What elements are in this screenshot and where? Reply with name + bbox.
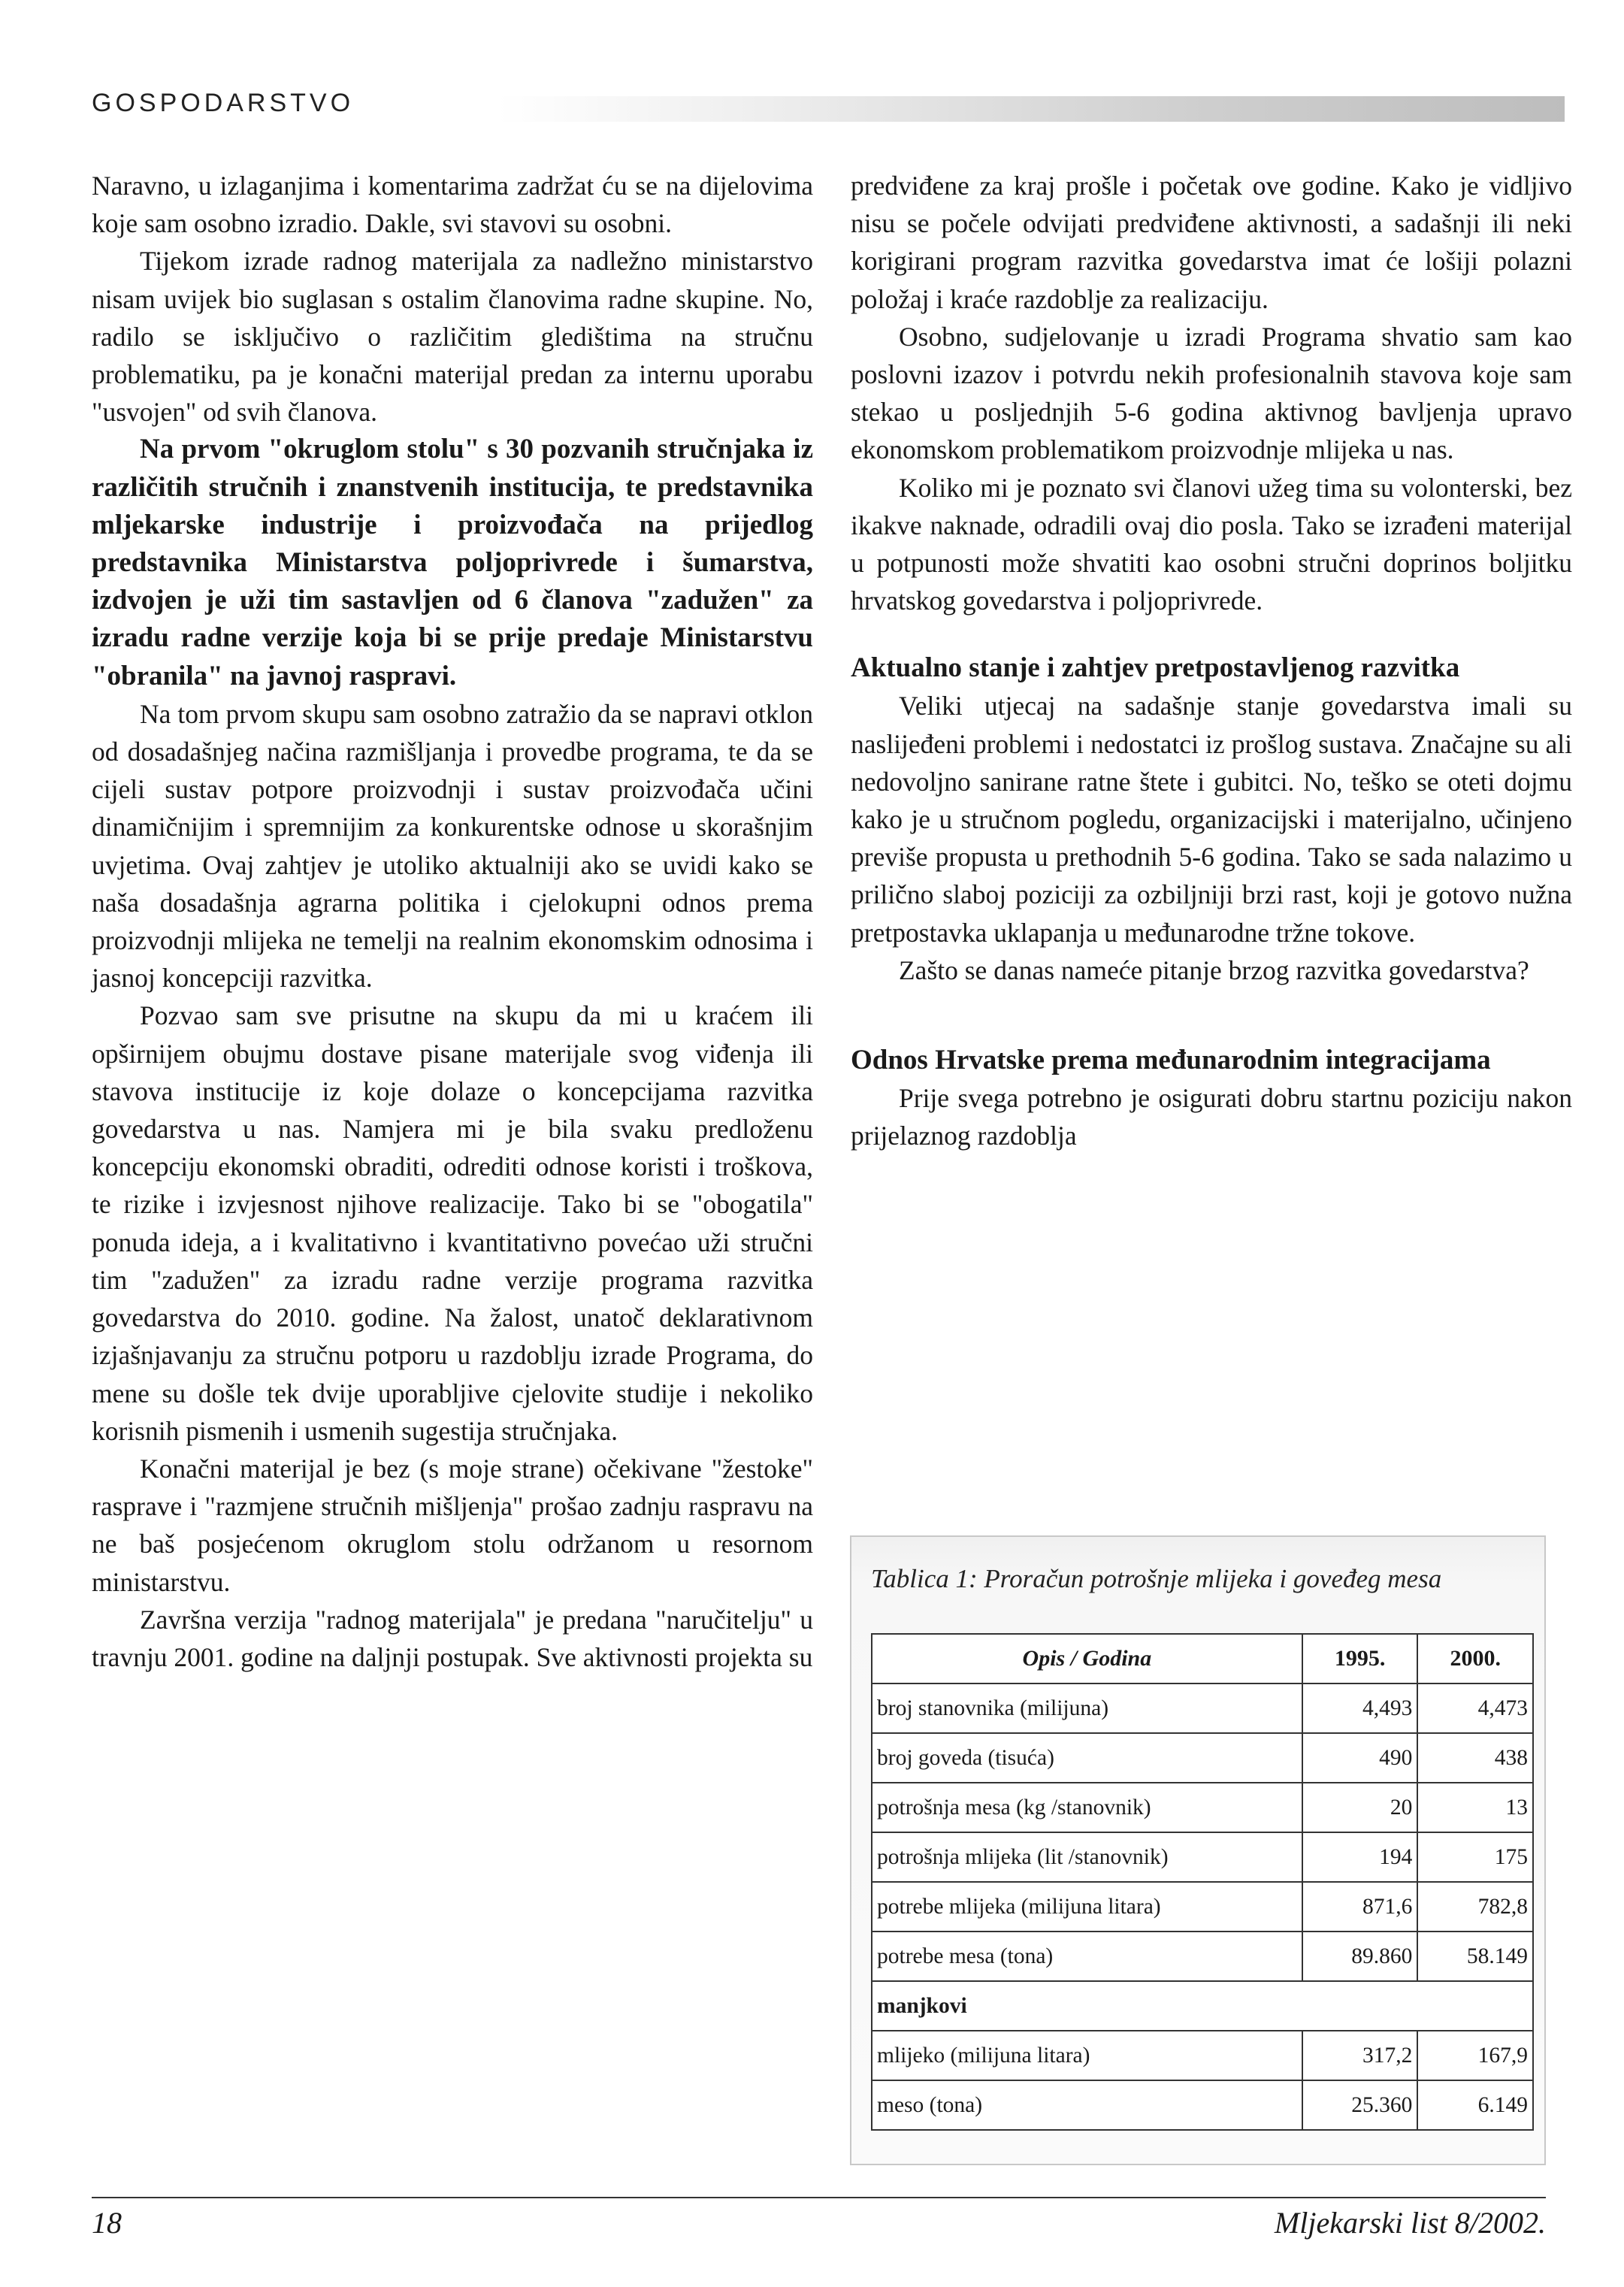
cell-1995: 20 bbox=[1302, 1783, 1418, 1832]
row-label: potrebe mesa (tona) bbox=[872, 1932, 1302, 1981]
table-row bbox=[872, 1783, 1533, 1832]
row-label: mlijeko (milijuna litara) bbox=[872, 2031, 1302, 2080]
group-label: manjkovi bbox=[872, 1981, 1533, 2031]
table-row bbox=[872, 2080, 1533, 2130]
paragraph: Naravno, u izlaganjima i komentarima zadržat ću se na dijelovima koje sam osobno izradio. Dakle, svi stavovi su osobni. bbox=[92, 171, 813, 239]
row-label: broj goveda (tisuća) bbox=[872, 1733, 1302, 1783]
cell-1995: 871,6 bbox=[1302, 1882, 1418, 1932]
column-header: Opis / Godina bbox=[872, 1634, 1302, 1683]
paragraph: Konačni materijal je bez (s moje strane) očekivane "žestoke" rasprave i "razmjene stručnih mišljenja" prošao zadnju raspravu na ne baš posjećenom okruglom stolu održanom u resornom ministarstvu. bbox=[92, 1453, 813, 1597]
cell-2000: 438 bbox=[1417, 1733, 1533, 1783]
section-heading: Odnos Hrvatske prema međunarodnim integracijama bbox=[851, 1045, 1491, 1076]
cell-2000: 4,473 bbox=[1417, 1683, 1533, 1733]
section-heading: Aktualno stanje i zahtjev pretpostavljenog razvitka bbox=[851, 652, 1460, 684]
table-row bbox=[872, 1832, 1533, 1882]
paragraph: Završna verzija "radnog materijala" je predana "naručitelju" u travnju 2001. godine na daljnji postupak. Sve aktivnosti projekta su bbox=[92, 1604, 813, 1672]
cell-2000: 58.149 bbox=[1417, 1932, 1533, 1981]
left-column bbox=[92, 167, 813, 1676]
row-label: broj stanovnika (milijuna) bbox=[872, 1683, 1302, 1733]
table-caption: Tablica 1: Proračun potrošnje mlijeka i govеđeg mesa bbox=[871, 1564, 1442, 1593]
page-number: 18 bbox=[92, 2206, 122, 2240]
row-label: potrošnja mlijeka (lit /stanovnik) bbox=[872, 1832, 1302, 1882]
table-figure bbox=[850, 1535, 1546, 2165]
column-header: 1995. bbox=[1302, 1634, 1418, 1683]
section-title: GOSPODARSTVO bbox=[92, 89, 355, 117]
right-column bbox=[851, 167, 1572, 1154]
page-header bbox=[92, 89, 1565, 131]
table-row bbox=[872, 1932, 1533, 1981]
paragraph: predviđene za kraj prošle i početak ove godine. Kako je vidljivo nisu se počele odvijati predviđene aktivnosti, a sadašnji ili neki korigirani program razvitka govedarstva imat će lošiji polazni položaj i kraće razdoblje za realizaciju. bbox=[851, 171, 1572, 314]
table-group-row bbox=[872, 1981, 1533, 2031]
cell-1995: 317,2 bbox=[1302, 2031, 1418, 2080]
cell-2000: 6.149 bbox=[1417, 2080, 1533, 2130]
table-row bbox=[872, 1882, 1533, 1932]
row-label: potrebe mlijeka (milijuna litara) bbox=[872, 1882, 1302, 1932]
paragraph: Veliki utjecaj na sadašnje stanje govedarstva imali su naslijeđeni problemi i nedostatci iz prošlog sustava. Značajne su ali nedovoljno sanirane ratne štete i gubitci. No, teško se oteti dojmu kako je u stručnom pogledu, organizacijski i materijalno, učinjeno previše propusta u prethodnih 5-6 godina. Tako se sada nalazimo u prilično slaboj poziciji za ozbiljniji brzi rast, koji je gotovo nužna pretpostavka uklapanja u međunarodne tržne tokove. bbox=[851, 691, 1572, 948]
cell-1995: 194 bbox=[1302, 1832, 1418, 1882]
row-label: meso (tona) bbox=[872, 2080, 1302, 2130]
column-header: 2000. bbox=[1417, 1634, 1533, 1683]
header-gradient-bar bbox=[497, 96, 1565, 122]
paragraph: Pozvao sam sve prisutne na skupu da mi u kraćem ili opširnijem obujmu dostave pisane materijale svog viđenja ili stavova institucije iz koje dolaze o koncepcijama razvitka govedarstva u nas. Namjera mi je bila svaku predloženu koncepciju ekonomski obraditi, odrediti odnose koristi i troškova, te rizike i izvjesnost njihove realizacije. Tako bi se "obogatila" ponuda ideja, a i kvalitativno i kvantitativno povećao uži stručni tim "zadužen" za izradu radne verzije programa razvitka govedarstva do 2010. godine. Na žalost, unatoč deklarativnom izjašnjavanju za stručnu potporu u razdoblju izrade Programa, do mene su došle tek dvije uporabljive cjelovite studije i nekoliko korisnih pismenih i usmenih sugestija stručnjaka. bbox=[92, 1000, 813, 1446]
bold-paragraph: Na prvom "okruglom stolu" s 30 pozvanih stručnjaka iz različitih stručnih i znanstvenih institucija, te predstavnika mljekarske industrije i proizvođača na prijedlog predstavnika Ministarstva poljoprivrede i šumarstva, izdvojen je uži tim sastavljen od 6 članova "zadužen" za izradu radne verzije koja bi se prije predaje Ministarstvu "obranila" na javnoj raspravi. bbox=[92, 434, 813, 691]
table-row bbox=[872, 1733, 1533, 1783]
row-label: potrošnja mesa (kg /stanovnik) bbox=[872, 1783, 1302, 1832]
table-row bbox=[872, 1683, 1533, 1733]
cell-1995: 4,493 bbox=[1302, 1683, 1418, 1733]
cell-2000: 175 bbox=[1417, 1832, 1533, 1882]
table-header-row bbox=[872, 1634, 1533, 1683]
table-row bbox=[872, 2031, 1533, 2080]
paragraph: Osobno, sudjelovanje u izradi Programa shvatio sam kao poslovni izazov i potvrdu nekih profesionalnih stavova koje sam stekao u posljednjih 5-6 godina aktivnog bavljenja upravo ekonomskom problematikom proizvodnje mlijeka u nas. bbox=[851, 321, 1572, 465]
cell-2000: 13 bbox=[1417, 1783, 1533, 1832]
paragraph: Na tom prvom skupu sam osobno zatražio da se napravi otklon od dosadašnjeg načina razmišljanja i provedbe programa, te da se cijeli sustav potpore proizvodnji i sustav proizvođača učini dinamičnijim i spremnijim za konkurentske odnose u skorašnjim uvjetima. Ovaj zahtjev je utoliko aktualniji ako se uvidi kako se naša dosadašnja agrarna politika i cjelokupni odnos prema proizvodnji mlijeka ne temelji na realnim ekonomskim odnosima i jasnoj koncepciji razvitka. bbox=[92, 698, 813, 994]
data-table bbox=[871, 1633, 1534, 2131]
paragraph: Koliko mi je poznato svi članovi užeg tima su volonterski, bez ikakve naknade, odradili ovaj dio posla. Tako se izrađeni materijal u potpunosti može shvatiti kao osobni stručni doprinos boljitku hrvatskog govedarstva i poljoprivrede. bbox=[851, 472, 1572, 616]
cell-1995: 89.860 bbox=[1302, 1932, 1418, 1981]
cell-2000: 167,9 bbox=[1417, 2031, 1533, 2080]
paragraph: Zašto se danas nameće pitanje brzog razvitka govedarstva? bbox=[899, 954, 1529, 985]
paragraph: Prije svega potrebno je osigurati dobru startnu poziciju nakon prijelaznog razdoblja bbox=[851, 1083, 1572, 1151]
journal-title: Mljekarski list 8/2002. bbox=[1274, 2206, 1546, 2240]
paragraph: Tijekom izrade radnog materijala za nadležno ministarstvo nisam uvijek bio suglasan s ostalim članovima radne skupine. No, radilo se isključivo o različitim gledištima na stručnu problematiku, pa je konačni materijal predan za internu uporabu "usvojen" od svih članova. bbox=[92, 246, 813, 428]
cell-2000: 782,8 bbox=[1417, 1882, 1533, 1932]
footer-rule bbox=[92, 2197, 1546, 2198]
cell-1995: 490 bbox=[1302, 1733, 1418, 1783]
cell-1995: 25.360 bbox=[1302, 2080, 1418, 2130]
